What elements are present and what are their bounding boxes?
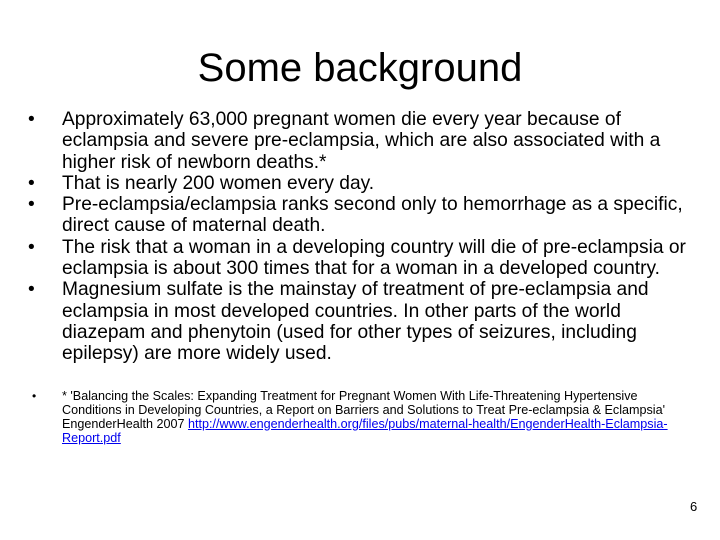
bullet-item (28, 279, 698, 364)
bullet-item (28, 237, 698, 280)
bullet-item (28, 109, 698, 173)
bullet-marker: • (28, 194, 35, 216)
page-number: 6 (690, 499, 698, 514)
bullet-marker: • (28, 236, 35, 258)
bullet-text: Magnesium sulfate is the mainstay of treatment of pre-eclampsia and eclampsia in most developed countries. In other parts of the world diazepam and phenytoin (used for other types of seizures, including epilepsy) are more widely used. (62, 279, 649, 365)
bullet-text: Pre-eclampsia/eclampsia ranks second only to hemorrhage as a specific, direct cause of maternal death. (62, 194, 683, 237)
bullet-text: That is nearly 200 women every day. (62, 172, 375, 194)
bullet-item (28, 173, 698, 194)
footnote-text: * 'Balancing the Scales: Expanding Treatment for Pregnant Women With Life-Threatening Hypertensive Conditions in Developing Countries, a Report on Barriers and Solutions to Treat Pre-eclampsia & Eclampsia' EngenderHealth 2007 (62, 388, 666, 431)
bullet-text: Approximately 63,000 pregnant women die every year because of eclampsia and severe pre-eclampsia, which are also associated with a higher risk of newborn deaths.* (62, 109, 661, 173)
footnote (28, 389, 698, 445)
bullet-item (28, 194, 698, 237)
footnote-marker: • (32, 388, 37, 403)
bullet-list (28, 109, 698, 445)
bullet-marker: • (28, 172, 35, 194)
footnote-link[interactable]: http://www.engenderhealth.org/files/pubs/maternal-health/EngenderHealth-Eclampsia-Report.pdf (62, 416, 668, 445)
bullet-text: The risk that a woman in a developing country will die of pre-eclampsia or eclampsia is about 300 times that for a woman in a developed country. (62, 236, 686, 280)
bullet-marker: • (28, 279, 35, 301)
slide-title: Some background (197, 46, 523, 90)
bullet-marker: • (28, 109, 35, 130)
